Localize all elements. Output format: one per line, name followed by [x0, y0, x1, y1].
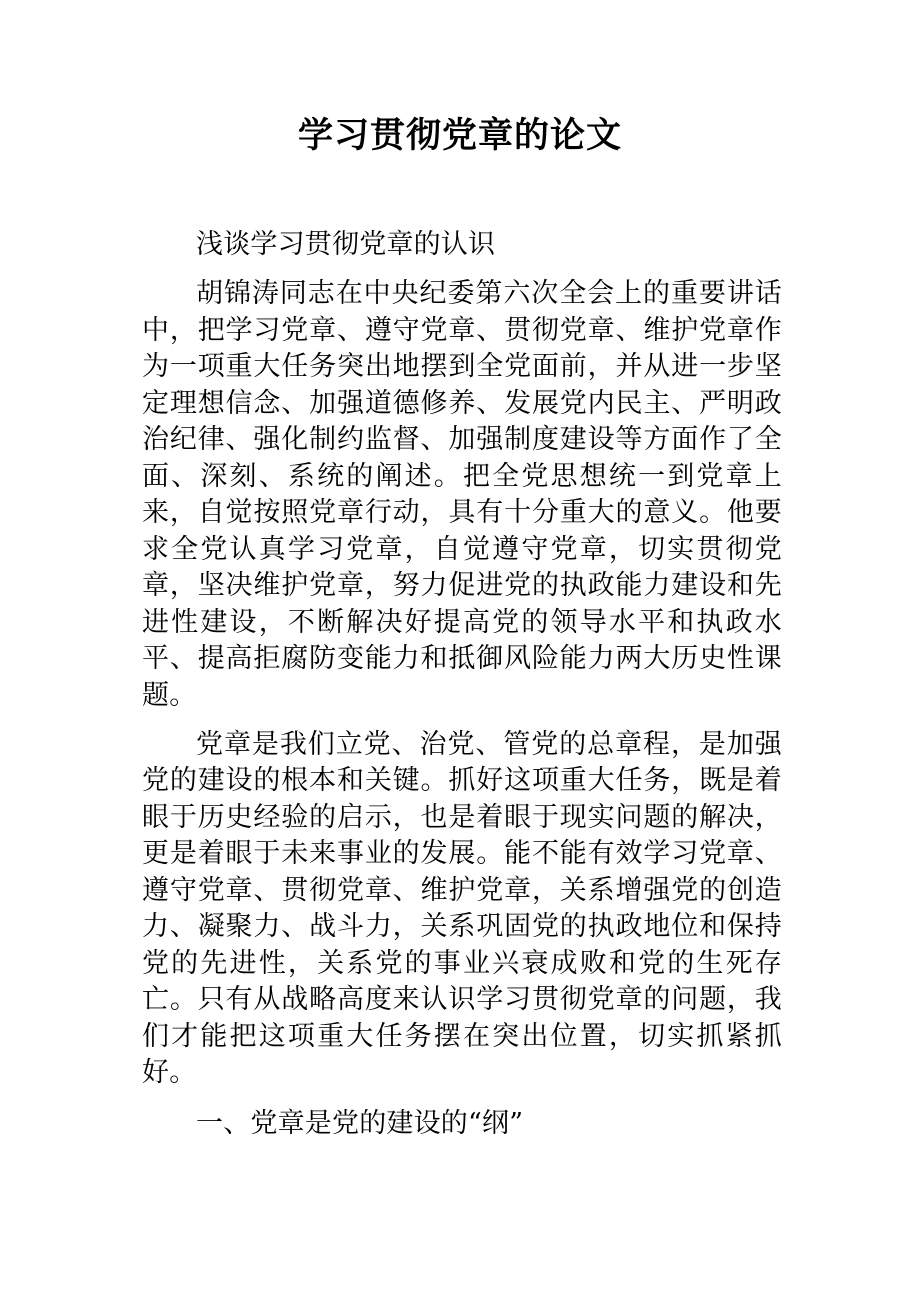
body-paragraph-2: 党章是我们立党、治党、管党的总章程，是加强党的建设的根本和关键。抓好这项重大任务，既是着眼于历史经验的启示，也是着眼于现实问题的解决，更是着眼于未来事业的发展。能不能有效学习党章、遵守党章、贯彻党章、维护党章，关系增强党的创造力、凝聚力、战斗力，关系巩固党的执政地位和保持党的先进性，关系党的事业兴衰成败和党的生死存亡。只有从战略高度来认识学习贯彻党章的问题，我们才能把这项重大任务摆在突出位置，切实抓紧抓好。 — [142, 728, 782, 1088]
section-heading: 一、党章是党的建设的“纲” — [196, 1107, 524, 1139]
subtitle-paragraph: 浅谈学习贯彻党章的认识 — [196, 229, 496, 260]
document-body — [142, 227, 782, 1142]
body-paragraph-1: 胡锦涛同志在中央纪委第六次全会上的重要讲话中，把学习党章、遵守党章、贯彻党章、维护党章作为一项重大任务突出地摆到全党面前，并从进一步坚定理想信念、加强道德修养、发展党内民主、严明政治纪律、强化制约监督、加强制度建设等方面作了全面、深刻、系统的阐述。把全党思想统一到党章上来，自觉按照党章行动，具有十分重大的意义。他要求全党认真学习党章，自觉遵守党章，切实贯彻党章，坚决维护党章，努力促进党的执政能力建设和先进性建设，不断解决好提高党的领导水平和执政水平、提高拒腐防变能力和抵御风险能力两大历史性课题。 — [142, 278, 782, 711]
document-title: 学习贯彻党章的论文 — [297, 116, 622, 156]
